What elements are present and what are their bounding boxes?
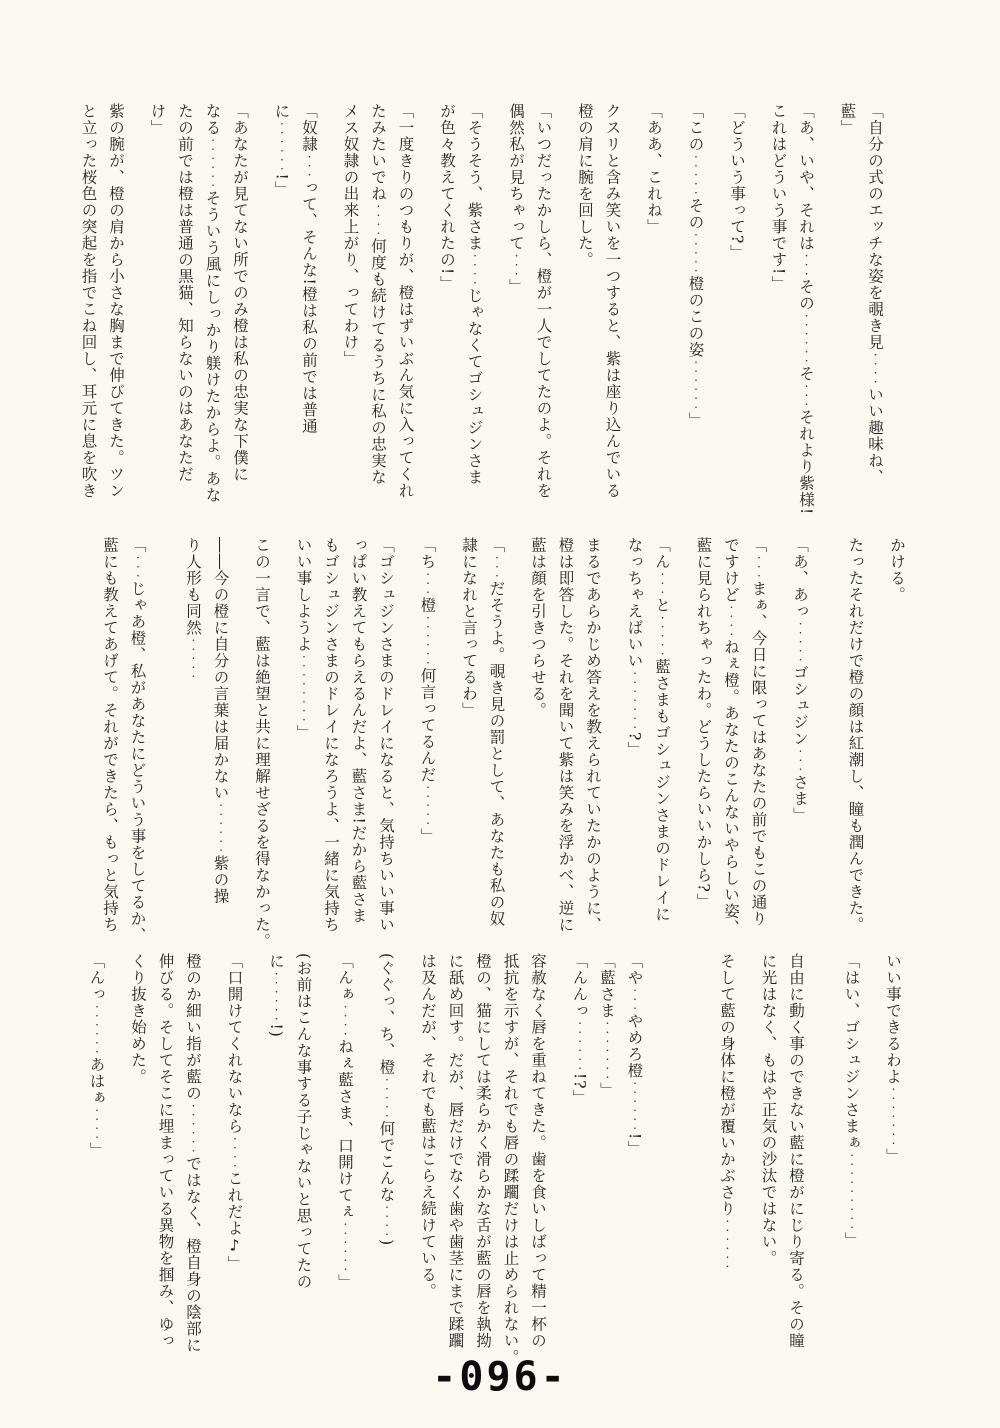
ellipsis-dots: ・・・・・・	[341, 1220, 350, 1274]
text-column: 橙の肩に腕を回した。	[576, 103, 594, 268]
text-column: け」	[148, 103, 167, 136]
text-column: かける。	[888, 537, 906, 603]
page-number: -096-	[432, 1354, 568, 1400]
ellipsis-dots: ・・・・・	[382, 1075, 392, 1121]
text-column: くり抜き始めた。	[129, 953, 147, 1085]
text-column: クスリと含み笑いを一つすると、紫は座り込んでいる	[603, 103, 622, 499]
text-column: 「ああ、これね」	[645, 103, 663, 235]
text-column: 「一度きりのつもりが、橙はずいぶん気に入ってくれ	[396, 103, 415, 499]
text-column: 「いつだったかしら、橙が一人でしてたのよ。それを	[534, 103, 553, 499]
text-column: 藍に見られちゃったわ。どうしたらいいかしら?」	[694, 537, 713, 910]
text-column: 伸びる。そしてそこに埋まっている異物を掴み、ゆっ	[156, 953, 175, 1349]
text-column: 隷になれと言ってるわ」	[460, 537, 478, 719]
text-column: 藍」	[838, 103, 857, 136]
ellipsis-dots: ・・・・	[92, 1106, 102, 1142]
text-column: に・・・・・・!」	[272, 103, 291, 198]
text-column: いい事しようよ・・・・・・・・」	[294, 537, 313, 741]
text-column: 「あなたが見てない所でのみ橙は私の忠実な下僕に	[231, 103, 249, 483]
text-column: ――今の橙に自分の言葉は届かない・・・・・・紫の操	[211, 537, 230, 905]
text-column: (お前はこんな事する子じゃないと思ってたの	[294, 953, 313, 1291]
ellipsis-dots: ・・・・・・	[691, 358, 701, 412]
text-column: 「んっ・・・・・・あはぁ・・・・」	[87, 953, 106, 1159]
text-column: なる・・・・・・そういう風にしっかり躾けたからよ。あな	[203, 103, 222, 504]
ellipsis-dots: ・・・	[492, 553, 502, 581]
ellipsis-dots: ・・・	[133, 553, 143, 581]
text-column: これはどういう事です!」	[769, 103, 788, 292]
ellipsis-dots: ・・・	[802, 251, 811, 279]
ellipsis-dots: ・・・・・・・・	[299, 652, 309, 725]
text-column: 「そうそう、紫さま・・・・じゃなくてゴシュジンさま	[465, 103, 484, 486]
ellipsis-dots: ・・・・	[341, 1002, 350, 1039]
text-column: ですけど・・・・ねぇ橙。あなたのこんないやらしい姿、	[722, 537, 740, 936]
text-column: 偶然私が見ちゃって・・・」	[507, 103, 525, 295]
ellipsis-dots: ・・・	[423, 570, 433, 597]
text-column: り人形も同然・・・・・	[184, 537, 202, 681]
ellipsis-dots: ・・・・	[230, 1134, 240, 1171]
text-column: 「口開けてくれないなら・・・・これだよ♪」	[225, 953, 244, 1272]
text-column: 「奴隷・・・って、そんな!橙は私の前では普通	[300, 103, 318, 435]
text-column: 「どういう事って?」	[728, 103, 746, 261]
ellipsis-dots: ・・・・・・	[189, 1101, 198, 1156]
ellipsis-dots: ・・・・・・	[802, 311, 811, 366]
ellipsis-dots: ・・・	[802, 382, 811, 409]
ellipsis-dots: ・・・・・・・	[603, 1019, 612, 1082]
text-column: まるであらかじめ答えを教えられていたかのように、	[584, 537, 602, 933]
text-column: いい事できるわよ・・・・・・・」	[884, 953, 902, 1165]
text-column: っぱい教えてもらえるんだよ、藍さま!だから藍さま	[349, 537, 368, 924]
text-column: は及んだが、それでも藍はこらえ続けている。	[419, 953, 437, 1300]
text-column: 藍にも教えてあげて。それができたら、もっと気持ち	[101, 537, 119, 933]
ellipsis-dots: ・・・・・	[691, 152, 701, 198]
text-column: 容赦なく唇を重ねてきた。歯を食いしばって精一杯の	[529, 953, 547, 1349]
ellipsis-dots: ・・・・・・・	[889, 1085, 898, 1148]
ellipsis-dots: ・・・	[630, 986, 640, 1013]
ellipsis-dots: ・・・・・・	[277, 119, 287, 174]
ellipsis-dots: ・・・・・	[658, 613, 667, 659]
text-column: が色々教えてくれたの!」	[438, 103, 456, 292]
text-column: 「ち・・・橙・・・・・・何言ってるんだ・・・・・」	[418, 537, 437, 845]
text-column: 「んぁ・・・・ねぇ藍さま、口開けてぇ・・・・・・」	[336, 953, 354, 1291]
text-column: 「あ、いや、それは・・・その・・・・・・そ・・・それより紫様!	[797, 103, 815, 516]
text-column: 橙のか細い指が藍の・・・・・・ではなく、橙自身の陰部に	[184, 953, 202, 1354]
ellipsis-dots: ・・・・・・	[216, 801, 226, 855]
ellipsis-dots: ・・・・・	[691, 230, 701, 276]
text-column: 抵抗を示すが、それでも唇の蹂躙だけは止められない。	[501, 953, 520, 1366]
ellipsis-dots: ・・・・	[374, 202, 383, 238]
text-column: 「ん・・・と・・・・・藍さまもゴシュジンさまのドレイに	[653, 537, 671, 923]
ellipsis-dots: ・・・・	[470, 251, 480, 288]
ellipsis-dots: ・・・・	[382, 1203, 392, 1240]
text-column: 「藍さま・・・・・・・」	[598, 953, 616, 1099]
text-column: たみたいでね・・・・何度も続けてるうちに私の忠実な	[369, 103, 387, 486]
text-column: 藍は顔を引きつらせる。	[529, 537, 547, 719]
text-column: もゴシュジンさまのドレイになろうよ、一緒に気持ち	[322, 537, 340, 933]
text-band-bottom	[76, 953, 900, 1375]
text-column: なっちゃえばいい・・・・・・・?」	[625, 537, 644, 758]
text-column: 「・・・じゃあ橙、私があなたにどういう事をしてるか、	[128, 537, 147, 944]
ellipsis-dots: ・・・・	[727, 603, 736, 639]
ellipsis-dots: ・・・・・・	[92, 1002, 102, 1057]
text-column: 「この・・・・・その・・・・・橙のこの姿・・・・・・」	[686, 103, 705, 429]
text-column: と立った桜色の突起を指でこね回し、耳元に息を吹き	[79, 103, 98, 499]
text-column: 「や・・・やめろ橙・・・・・・!」	[625, 953, 644, 1157]
text-column: たの前では橙は普通の黒猫、知らないのはあなただ	[176, 103, 194, 483]
text-column: 紫の腕が、橙の肩から小さな胸まで伸びてきた。ツン	[107, 103, 125, 499]
text-column: (ぐぐっ、ち、橙・・・・・何でこんな・・・・)	[377, 953, 396, 1247]
ellipsis-dots: ・・・・・・	[723, 1217, 732, 1271]
text-column: に・・・・・・!)	[267, 953, 285, 1038]
text-column: たったそれだけで橙の顔は紅潮し、瞳も潤んできた。	[846, 537, 865, 933]
ellipsis-dots: ・・・・・・	[272, 969, 281, 1024]
text-band-middle	[90, 537, 905, 951]
text-column: この一言で、藍は絶望と共に理解せざるを得なかった。	[253, 537, 271, 950]
ellipsis-dots: ・・・・・	[423, 783, 433, 828]
text-column: に舐め回す。だが、唇だけでなく歯や歯茎にまで蹂躙	[446, 953, 465, 1349]
text-column: 「・・・まぁ、今日に限ってはあなたの前でもこの通り	[749, 537, 768, 927]
text-column: 橙の、猫にしては柔らかく滑らかな舌が藍の唇を執拗	[474, 953, 492, 1349]
text-column: そして藍の身体に橙が覆いかぶさり・・・・・・	[718, 953, 736, 1271]
ellipsis-dots: ・・・・・・・	[630, 669, 640, 732]
ellipsis-dots: ・・・・・・	[630, 1079, 640, 1133]
text-column: 「んんっ・・・・・・!?」	[570, 953, 589, 1107]
text-column: 「・・・だそうよ。覗き見の罰として、あなたも私の奴	[487, 537, 506, 927]
ellipsis-dots: ・・・・・・	[575, 1019, 585, 1073]
text-column: 橙は即答した。それを聞いて紫は笑みを浮かべ、逆に	[556, 537, 575, 933]
ellipsis-dots: ・・・	[658, 570, 667, 597]
text-column: メス奴隷の出来上がり、ってわけ」	[341, 103, 360, 367]
ellipsis-dots: ・・・・	[871, 350, 880, 387]
text-column: 自由に動く事のできない藍に橙がにじり寄る。その瞳	[787, 953, 805, 1349]
text-column: 「ゴシュジンさまのドレイになると、気持ちいい事い	[377, 537, 395, 933]
ellipsis-dots: ・・・・・	[796, 619, 805, 665]
ellipsis-dots: ・・・・・・	[423, 613, 433, 668]
ellipsis-dots: ・・・	[305, 152, 314, 180]
ellipsis-dots: ・・・	[754, 553, 764, 581]
ellipsis-dots: ・・・・・・	[208, 136, 218, 190]
text-column: に光はなく、もはや正気の沙汰ではない。	[759, 953, 778, 1267]
ellipsis-dots: ・・・	[512, 251, 521, 279]
text-column: 「あ、あっ・・・・・ゴシュジン・・・さま」	[791, 537, 809, 824]
ellipsis-dots: ・・・・・	[189, 636, 198, 681]
text-column: 「はい、ゴシュジンさまぁ・・・・・・・・・」	[842, 953, 861, 1249]
ellipsis-dots: ・・・	[796, 747, 805, 774]
text-column: 「自分の式のエッチな姿を覗き見・・・・いい趣味ね、	[866, 103, 884, 486]
ellipsis-dots: ・・・・・・・・・	[847, 1151, 857, 1232]
text-band-top	[68, 103, 882, 533]
